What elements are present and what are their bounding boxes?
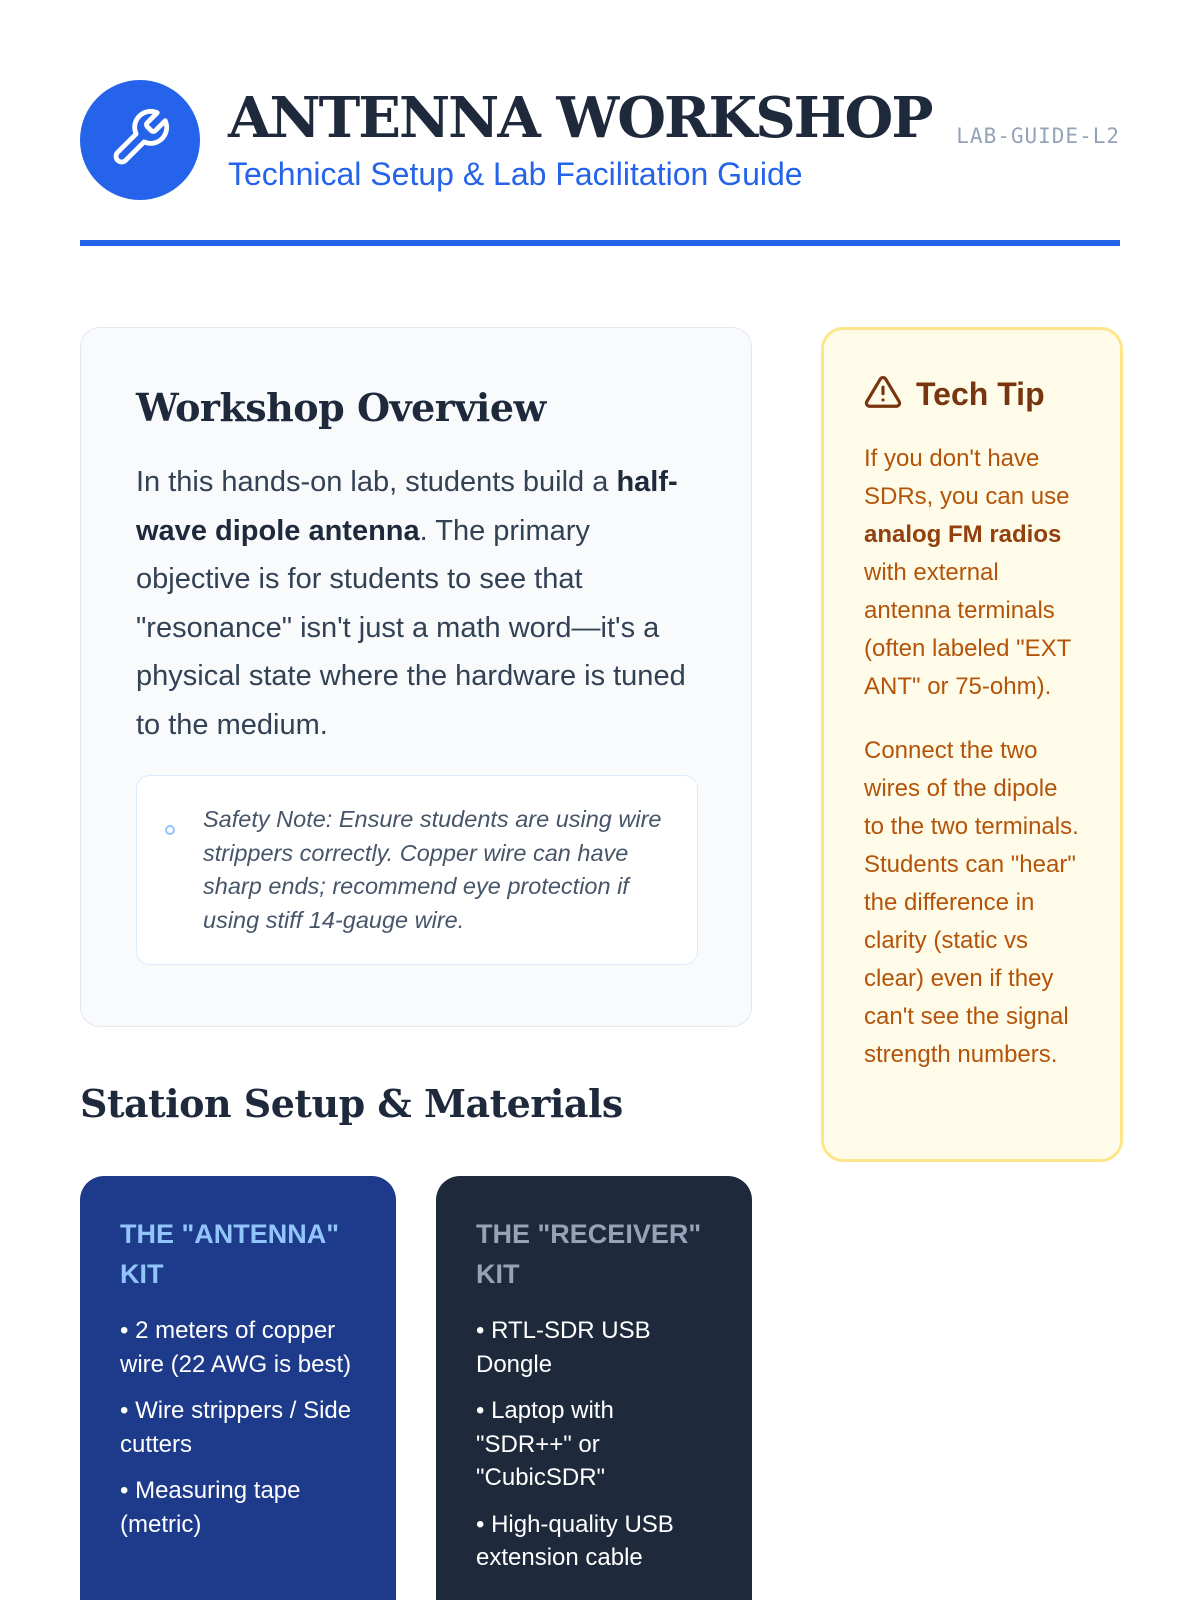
tech-tip-header <box>864 370 1082 418</box>
tech-tip-text-part: If you don't have SDRs, you can use <box>864 445 1070 510</box>
workshop-overview-card <box>80 327 752 1027</box>
overview-heading: Workshop Overview <box>136 385 546 430</box>
list-item: • RTL-SDR USB Dongle <box>476 1317 651 1378</box>
list-item: • 2 meters of copper wire (22 AWG is best) <box>120 1317 352 1378</box>
tech-tip-card <box>821 327 1123 1162</box>
overview-text-part: . The primary objective is for students to see that "resonance" isn't just a math word—it's a physical state where the hardware is tuned to the medium. <box>136 514 686 741</box>
page-title: ANTENNA WORKSHOP <box>228 85 932 151</box>
tech-tip-text-part: with external antenna terminals (often labeled "EXT ANT" or 75-ohm). <box>864 559 1071 700</box>
station-setup-heading: Station Setup & Materials <box>80 1081 623 1126</box>
receiver-kit-title: THE "RECEIVER" KIT <box>476 1219 702 1289</box>
logo <box>80 80 200 200</box>
warning-icon <box>864 373 902 416</box>
list-item: • Measuring tape (metric) <box>120 1477 301 1538</box>
receiver-kit-card <box>436 1176 752 1600</box>
tech-tip-emphasis: analog FM radios <box>864 521 1062 548</box>
list-item: • High-quality USB extension cable <box>476 1510 674 1571</box>
antenna-kit-list <box>120 1314 358 1541</box>
tech-tip-paragraph <box>864 440 1082 706</box>
page-header <box>80 80 1120 246</box>
info-dot-icon <box>165 825 175 835</box>
antenna-kit-title: THE "ANTENNA" KIT <box>120 1219 340 1289</box>
list-item: • Wire strippers / Side cutters <box>120 1397 352 1458</box>
overview-emphasis: half-wave dipole antenna <box>136 466 678 547</box>
page-subtitle: Technical Setup & Lab Facilitation Guide <box>228 156 803 192</box>
list-item: • Laptop with "SDR++" or "CubicSDR" <box>476 1397 614 1491</box>
overview-text <box>136 458 697 749</box>
receiver-kit-list <box>476 1314 714 1575</box>
overview-text-part: In this hands-on lab, students build a <box>136 466 617 498</box>
safety-note-text: Safety Note: Ensure students are using wire strippers correctly. Copper wire can have sharp ends; recommend eye protection if using stiff 14-gauge wire. <box>203 806 662 933</box>
document-code: LAB-GUIDE-L2 <box>956 124 1120 148</box>
antenna-kit-card <box>80 1176 396 1600</box>
tech-tip-paragraph: Connect the two wires of the dipole to the two terminals. Students can "hear" the difference in clarity (static vs clear) even if they can't see the signal strength numbers. <box>864 737 1079 1068</box>
wrench-icon <box>108 106 172 175</box>
tech-tip-heading: Tech Tip <box>916 375 1045 412</box>
safety-note-box <box>136 775 698 965</box>
